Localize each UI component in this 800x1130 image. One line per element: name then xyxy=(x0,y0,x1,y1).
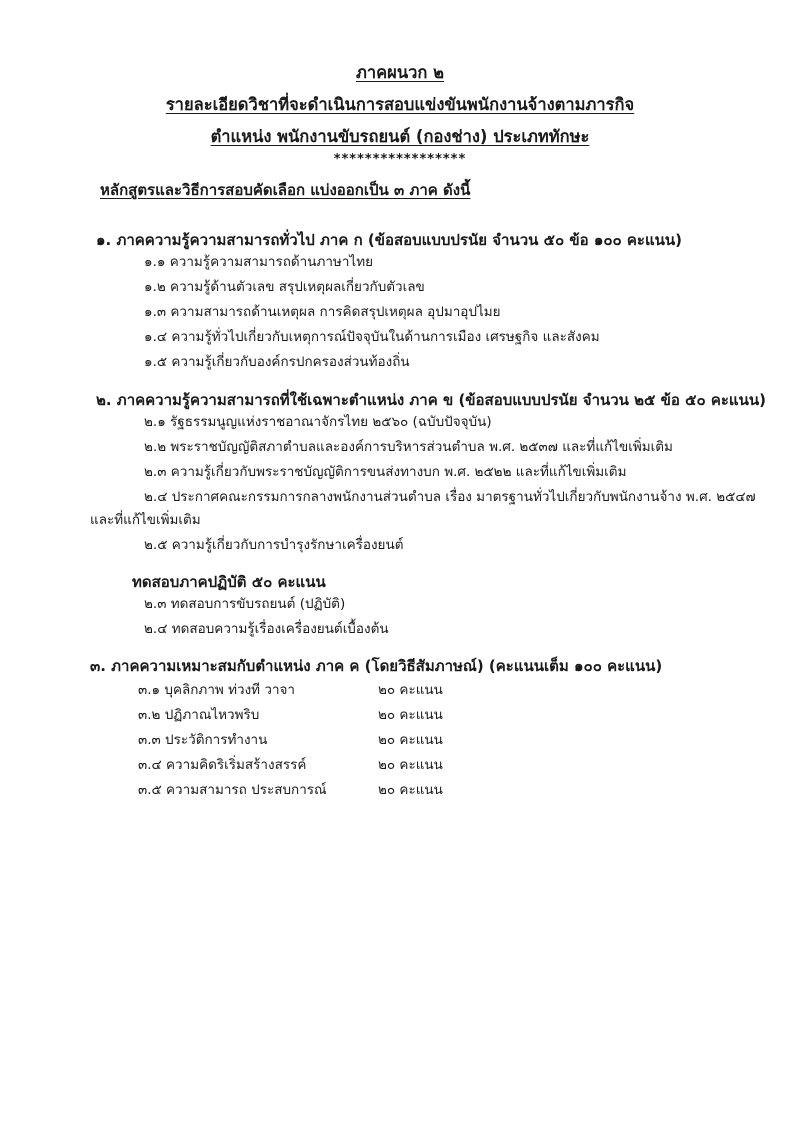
section-2-heading: ๒. ภาคความรู้ความสามารถที่ใช้เฉพาะตำแหน่ง ภาค ข (ข้อสอบแบบปรนัย จำนวน ๒๕ ข้อ ๕๐ คะแนน) xyxy=(96,391,766,409)
section-3-item-label: ๓.๔ ความคิดริเริ่มสร้างสรรค์ xyxy=(138,757,307,773)
appendix-title: ภาคผนวก ๒ xyxy=(355,63,444,82)
section-2-item: ๒.๕ ความรู้เกี่ยวกับการบำรุงรักษาเครื่องยนต์ xyxy=(144,537,404,553)
section-3-item-score: ๒๐ คะแนน xyxy=(378,782,443,798)
document-title: รายละเอียดวิชาที่จะดำเนินการสอบแข่งขันพนักงานจ้างตามภารกิจ xyxy=(165,95,635,114)
practical-test-item: ๒.๓ ทดสอบการขับรถยนต์ (ปฏิบัติ) xyxy=(144,596,346,612)
section-1-item: ๑.๕ ความรู้เกี่ยวกับองค์กรปกครองส่วนท้องถิ่น xyxy=(144,354,410,370)
position-title: ตำแหน่ง พนักงานขับรถยนต์ (กองช่าง) ประเภททักษะ xyxy=(210,127,590,146)
section-3-heading: ๓. ภาคความเหมาะสมกับตำแหน่ง ภาค ค (โดยวิธีสัมภาษณ์) (คะแนนเต็ม ๑๐๐ คะแนน) xyxy=(90,657,663,675)
section-2-item: ๒.๒ พระราชบัญญัติสภาตำบลและองค์การบริหารส่วนตำบล พ.ศ. ๒๕๓๗ และที่แก้ไขเพิ่มเติม xyxy=(144,439,673,455)
section-3-item-label: ๓.๒ ปฏิภาณไหวพริบ xyxy=(138,707,260,723)
section-3-item-score: ๒๐ คะแนน xyxy=(378,707,443,723)
practical-test-heading: ทดสอบภาคปฏิบัติ ๕๐ คะแนน xyxy=(132,573,326,591)
section-3-item-label: ๓.๕ ความสามารถ ประสบการณ์ xyxy=(138,782,327,798)
section-1-heading: ๑. ภาคความรู้ความสามารถทั่วไป ภาค ก (ข้อสอบแบบปรนัย จำนวน ๕๐ ข้อ ๑๐๐ คะแนน) xyxy=(96,231,682,249)
section-2-item-continuation: และที่แก้ไขเพิ่มเติม xyxy=(90,512,201,528)
section-2-item: ๒.๓ ความรู้เกี่ยวกับพระราชบัญญัติการขนส่งทางบก พ.ศ. ๒๕๒๒ และที่แก้ไขเพิ่มเติม xyxy=(144,464,627,480)
section-3-item-label: ๓.๑ บุคลิกภาพ ท่วงที วาจา xyxy=(138,682,296,698)
section-2-item: ๒.๑ รัฐธรรมนูญแห่งราชอาณาจักรไทย ๒๕๖๐ (ฉบับปัจจุบัน) xyxy=(144,414,492,430)
section-1-item: ๑.๒ ความรู้ด้านตัวเลข สรุปเหตุผลเกี่ยวกับตัวเลข xyxy=(144,279,425,295)
section-3-item-label: ๓.๓ ประวัติการทำงาน xyxy=(138,732,268,748)
section-3-item-score: ๒๐ คะแนน xyxy=(378,757,443,773)
section-2-item: ๒.๔ ประกาศคณะกรรมการกลางพนักงานส่วนตำบล เรื่อง มาตรฐานทั่วไปเกี่ยวกับพนักงานจ้าง พ.ศ. ๒๕๔๗ xyxy=(144,489,756,505)
section-1-item: ๑.๑ ความรู้ความสามารถด้านภาษาไทย xyxy=(144,254,374,270)
section-1-item: ๑.๓ ความสามารถด้านเหตุผล การคิดสรุปเหตุผล อุปมาอุปไมย xyxy=(144,304,501,320)
exam-intro: หลักสูตรและวิธีการสอบคัดเลือก แบ่งออกเป็น ๓ ภาค ดังนี้ xyxy=(100,181,471,199)
section-3-item-score: ๒๐ คะแนน xyxy=(378,682,443,698)
separator-stars: ***************** xyxy=(333,152,467,167)
section-3-item-score: ๒๐ คะแนน xyxy=(378,732,443,748)
section-1-item: ๑.๔ ความรู้ทั่วไปเกี่ยวกับเหตุการณ์ปัจจุบันในด้านการเมือง เศรษฐกิจ และสังคม xyxy=(144,329,600,345)
practical-test-item: ๒.๔ ทดสอบความรู้เรื่องเครื่องยนต์เบื้องต้น xyxy=(144,621,389,637)
